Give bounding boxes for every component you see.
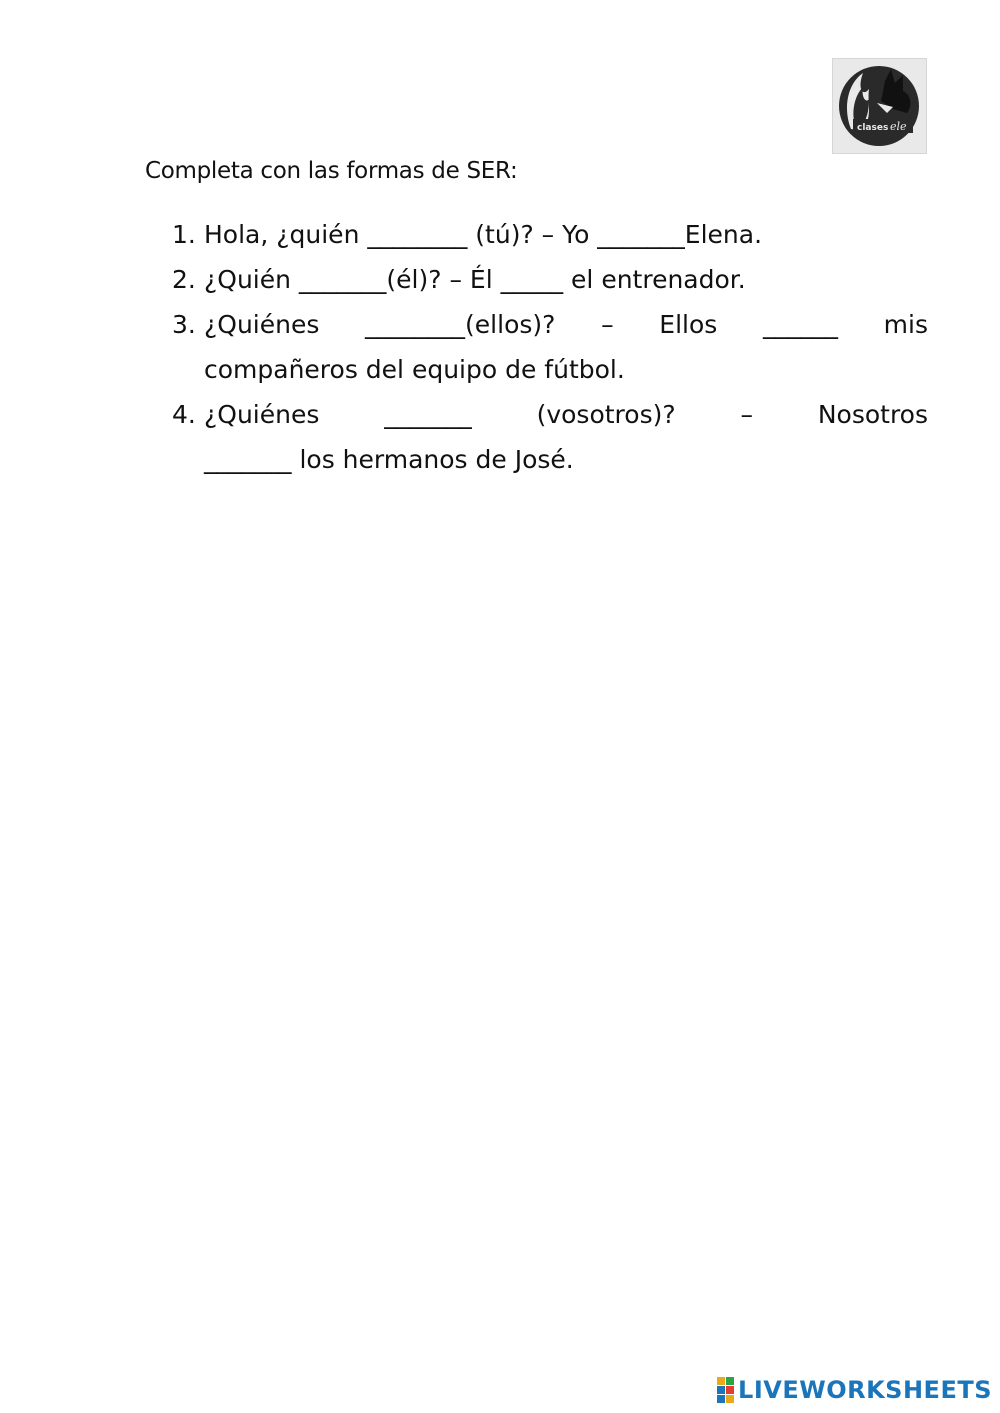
exercise-item [172, 212, 928, 257]
item-number: 1. [172, 220, 196, 249]
fox-flame-logo-icon [833, 59, 926, 153]
badge-cell [726, 1377, 734, 1385]
svg-text:ele: ele [890, 120, 907, 133]
item-text [204, 257, 928, 302]
item-line: ¿Quién _______(él)? – Él _____ el entrenador. [204, 265, 746, 294]
svg-text:clases: clases [857, 123, 889, 133]
item-line: _______ los hermanos de José. [204, 445, 574, 474]
item-line: compañeros del equipo de fútbol. [204, 355, 625, 384]
exercise-item [172, 302, 928, 392]
item-text [204, 302, 928, 392]
exercise-heading: Completa con las formas de SER: [145, 158, 518, 184]
clasesele-logo [832, 58, 927, 154]
exercise-list [172, 212, 928, 482]
item-number: 4. [172, 400, 196, 429]
badge-cell [717, 1395, 725, 1403]
exercise-item [172, 392, 928, 482]
badge-cell [726, 1386, 734, 1394]
liveworksheets-watermark [717, 1377, 992, 1403]
item-number: 2. [172, 265, 196, 294]
exercise-item [172, 257, 928, 302]
badge-cell [717, 1377, 725, 1385]
item-line: ¿Quiénes ________(ellos)? – Ellos ______ mis [204, 310, 928, 339]
item-line: ¿Quiénes _______ (vosotros)? – Nosotros [204, 400, 928, 429]
item-text [204, 392, 928, 482]
badge-cell [726, 1395, 734, 1403]
badge-cell [717, 1386, 725, 1394]
item-line: Hola, ¿quién ________ (tú)? – Yo _______Elena. [204, 220, 763, 249]
item-text [204, 212, 928, 257]
item-number: 3. [172, 310, 196, 339]
watermark-text: LIVEWORKSHEETS [738, 1376, 992, 1404]
liveworksheets-icon [717, 1377, 734, 1403]
